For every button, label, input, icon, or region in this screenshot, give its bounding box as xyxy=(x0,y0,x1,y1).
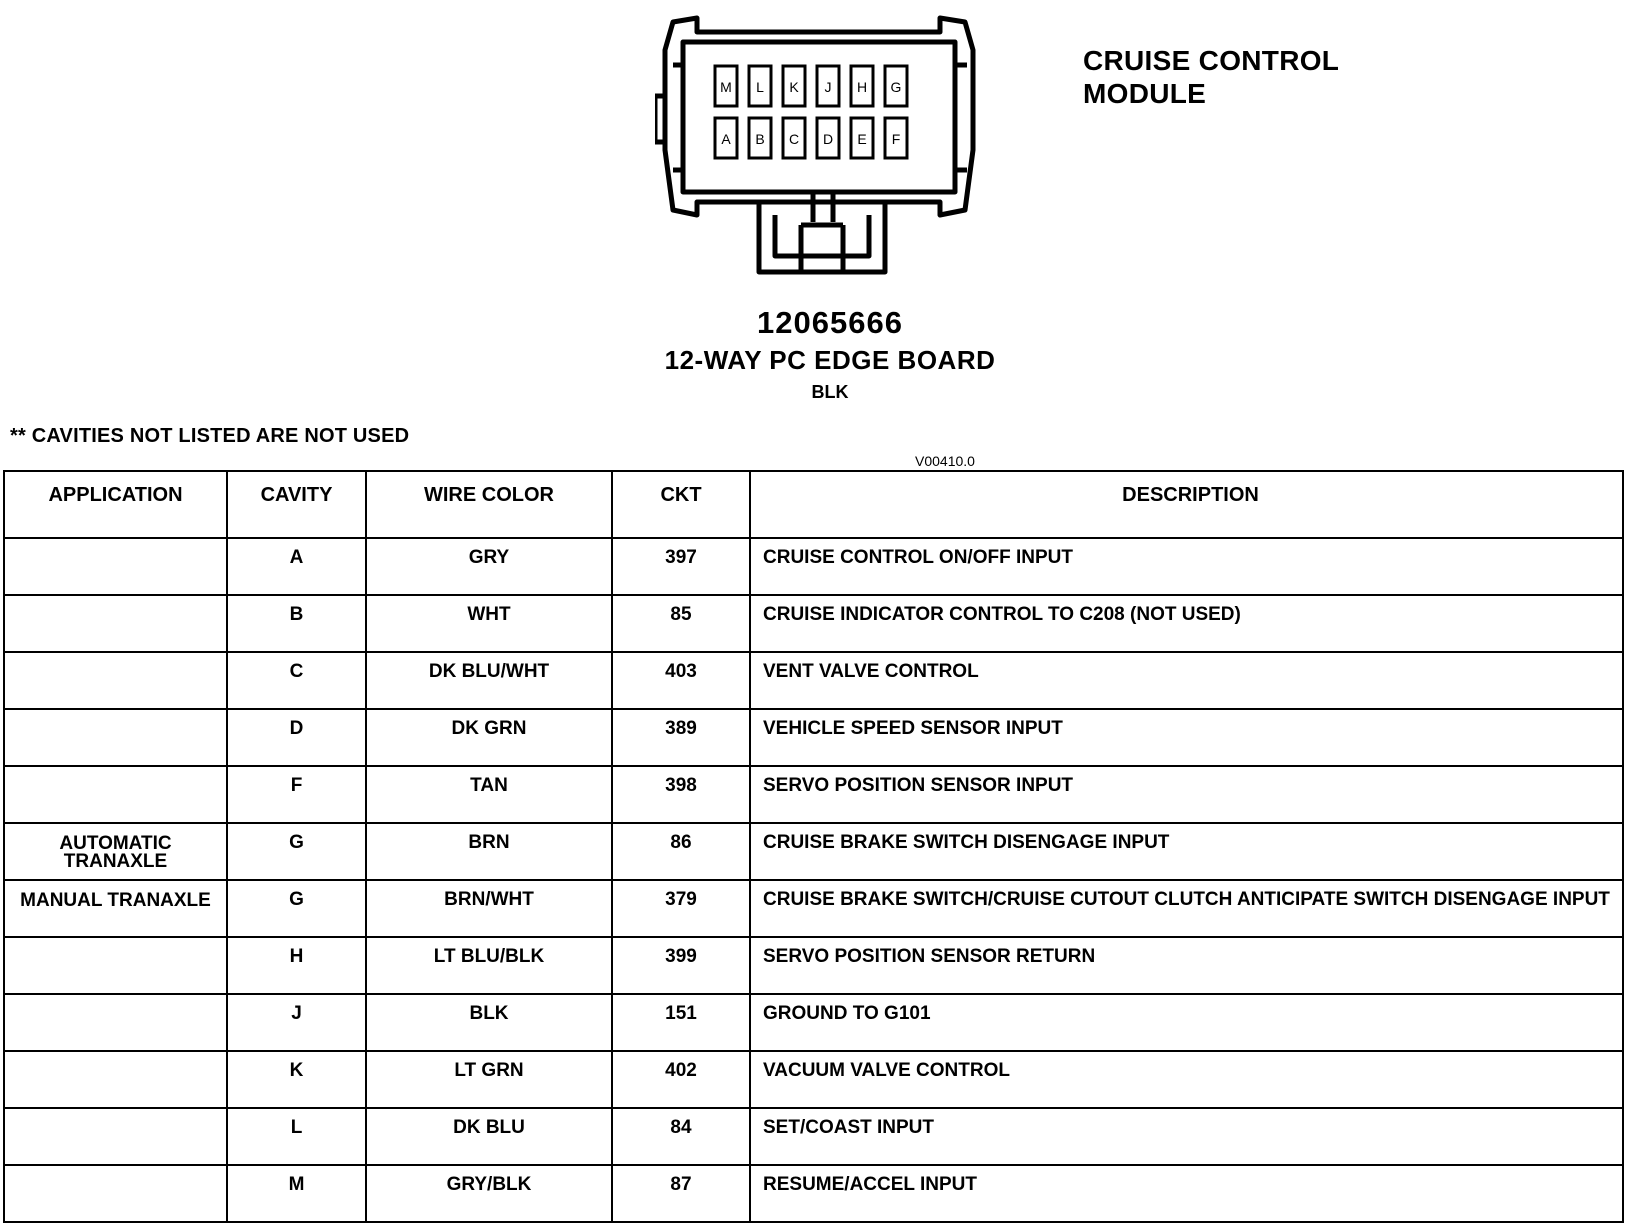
connector-face-diagram xyxy=(655,10,1015,290)
cell-ckt: 399 xyxy=(612,937,750,994)
table-row xyxy=(4,880,1623,937)
cavities-note: ** CAVITIES NOT LISTED ARE NOT USED xyxy=(10,425,410,447)
cell-application xyxy=(4,1108,227,1165)
cell-ckt: 403 xyxy=(612,652,750,709)
cell-cavity: H xyxy=(227,937,366,994)
cell-ckt: 402 xyxy=(612,1051,750,1108)
table-row xyxy=(4,1108,1623,1165)
cell-wire-color: GRY/BLK xyxy=(366,1165,612,1222)
cell-cavity: G xyxy=(227,823,366,880)
connector-color: BLK xyxy=(811,382,849,402)
table-row xyxy=(4,994,1623,1051)
cell-description: SET/COAST INPUT xyxy=(750,1108,1623,1165)
table-row xyxy=(4,1165,1623,1222)
header-cavity: CAVITY xyxy=(227,471,366,538)
cell-description: CRUISE BRAKE SWITCH DISENGAGE INPUT xyxy=(750,823,1623,880)
connector-pin-label: D xyxy=(822,131,834,147)
cell-wire-color: LT BLU/BLK xyxy=(366,937,612,994)
cell-ckt: 397 xyxy=(612,538,750,595)
connector-pin-label: C xyxy=(788,131,800,147)
cell-description: VEHICLE SPEED SENSOR INPUT xyxy=(750,709,1623,766)
header-application: APPLICATION xyxy=(4,471,227,538)
cell-cavity: A xyxy=(227,538,366,595)
cell-cavity: K xyxy=(227,1051,366,1108)
connector-pin-label: E xyxy=(857,131,867,147)
cell-wire-color: DK BLU/WHT xyxy=(366,652,612,709)
cell-cavity: F xyxy=(227,766,366,823)
cell-application xyxy=(4,766,227,823)
cell-cavity: J xyxy=(227,994,366,1051)
connector-pin-label: L xyxy=(756,79,764,95)
connector-pin-label: F xyxy=(891,131,901,147)
table-row xyxy=(4,652,1623,709)
connector-pin-label: K xyxy=(789,79,799,95)
cell-description: SERVO POSITION SENSOR RETURN xyxy=(750,937,1623,994)
header-description: DESCRIPTION xyxy=(750,471,1623,538)
cell-description: CRUISE BRAKE SWITCH/CRUISE CUTOUT CLUTCH ANTICIPATE SWITCH DISENGAGE INPUT xyxy=(750,880,1623,937)
cell-description: GROUND TO G101 xyxy=(750,994,1623,1051)
table-header-row xyxy=(4,471,1623,538)
table-row xyxy=(4,823,1623,880)
connector-pin-label: M xyxy=(720,79,732,95)
cell-cavity: D xyxy=(227,709,366,766)
cell-application xyxy=(4,652,227,709)
cell-application: AUTOMATIC TRANAXLE xyxy=(4,823,227,880)
cell-application xyxy=(4,937,227,994)
connector-pin-label: H xyxy=(856,79,868,95)
cell-description: VACUUM VALVE CONTROL xyxy=(750,1051,1623,1108)
module-title xyxy=(1083,44,1339,110)
cell-application xyxy=(4,709,227,766)
cell-cavity: L xyxy=(227,1108,366,1165)
cell-application xyxy=(4,595,227,652)
cell-cavity: M xyxy=(227,1165,366,1222)
connector-pin-label: J xyxy=(824,79,832,95)
cell-wire-color: BRN/WHT xyxy=(366,880,612,937)
module-title-line1: CRUISE CONTROL xyxy=(1083,45,1340,76)
connector-pin-label: B xyxy=(755,131,765,147)
cell-application xyxy=(4,1165,227,1222)
table-row xyxy=(4,766,1623,823)
cell-ckt: 84 xyxy=(612,1108,750,1165)
cell-application xyxy=(4,1051,227,1108)
cell-wire-color: WHT xyxy=(366,595,612,652)
table-row xyxy=(4,937,1623,994)
cell-wire-color: BRN xyxy=(366,823,612,880)
table-row xyxy=(4,1051,1623,1108)
cell-ckt: 86 xyxy=(612,823,750,880)
cell-wire-color: DK BLU xyxy=(366,1108,612,1165)
header-ckt: CKT xyxy=(612,471,750,538)
cell-ckt: 379 xyxy=(612,880,750,937)
cell-cavity: B xyxy=(227,595,366,652)
cell-description: CRUISE CONTROL ON/OFF INPUT xyxy=(750,538,1623,595)
connector-pin-label: A xyxy=(721,131,731,147)
cell-application xyxy=(4,994,227,1051)
module-title-line2: MODULE xyxy=(1083,78,1207,109)
cell-application xyxy=(4,538,227,595)
cell-ckt: 398 xyxy=(612,766,750,823)
cell-wire-color: LT GRN xyxy=(366,1051,612,1108)
cell-wire-color: DK GRN xyxy=(366,709,612,766)
header-wire-color: WIRE COLOR xyxy=(366,471,612,538)
cell-ckt: 85 xyxy=(612,595,750,652)
cell-ckt: 151 xyxy=(612,994,750,1051)
cell-description: CRUISE INDICATOR CONTROL TO C208 (NOT USED) xyxy=(750,595,1623,652)
cell-ckt: 87 xyxy=(612,1165,750,1222)
cell-wire-color: BLK xyxy=(366,994,612,1051)
cell-cavity: G xyxy=(227,880,366,937)
cell-description: RESUME/ACCEL INPUT xyxy=(750,1165,1623,1222)
connector-pin-label: G xyxy=(890,79,902,95)
cell-description: VENT VALVE CONTROL xyxy=(750,652,1623,709)
cell-cavity: C xyxy=(227,652,366,709)
table-row xyxy=(4,595,1623,652)
table-row xyxy=(4,709,1623,766)
table-row xyxy=(4,538,1623,595)
pinout-table xyxy=(3,470,1624,1223)
cell-description: SERVO POSITION SENSOR INPUT xyxy=(750,766,1623,823)
figure-code: V00410.0 xyxy=(915,453,975,469)
part-number: 12065666 xyxy=(757,305,903,340)
cell-wire-color: TAN xyxy=(366,766,612,823)
cell-application: MANUAL TRANAXLE xyxy=(4,880,227,937)
cell-wire-color: GRY xyxy=(366,538,612,595)
connector-type: 12-WAY PC EDGE BOARD xyxy=(664,345,996,375)
cell-ckt: 389 xyxy=(612,709,750,766)
